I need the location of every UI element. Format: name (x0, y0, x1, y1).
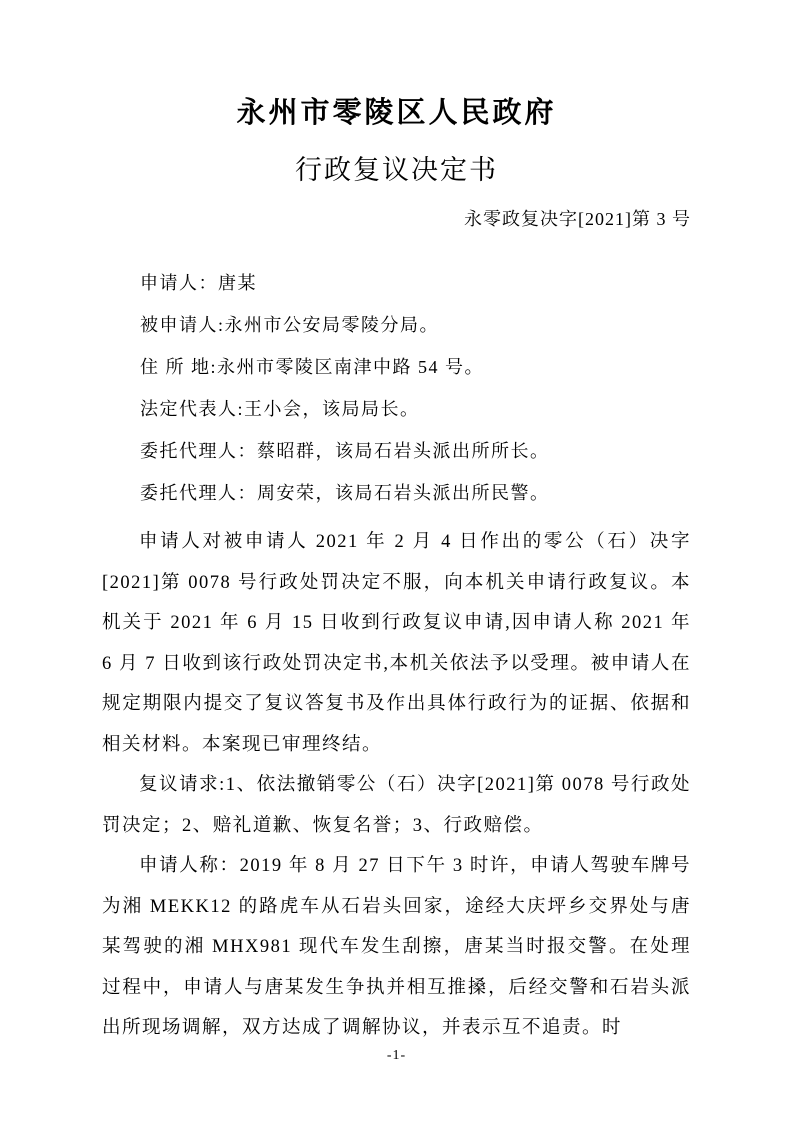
document-number: 永零政复决字[2021]第 3 号 (464, 209, 691, 229)
party-legal-representative: 法定代表人:王小会，该局局长。 (140, 399, 420, 419)
document-body (102, 522, 691, 1049)
party-address: 住 所 地:永州市零陵区南津中路 54 号。 (140, 357, 484, 377)
page-number: -1- (386, 1048, 407, 1063)
party-agent-2: 委托代理人：周安荣，该局石岩头派出所民警。 (140, 483, 550, 503)
body-paragraph-applicant-statement: 申请人称：2019 年 8 月 27 日下午 3 时许，申请人驾驶车牌号为湘 MEKK12 的路虎车从石岩头回家，途经大庆坪乡交界处与唐某驾驶的湘 MHX981 现代车发生刮擦，唐某当时报交警。在处理过程中，申请人与唐某发生争执并相互推搡，后经交警和石岩头派出所现场调解，双方达成了调解协议，并表示互不追责。时 (102, 856, 691, 1038)
party-respondent: 被申请人:永州市公安局零陵分局。 (140, 315, 439, 335)
party-agent-1: 委托代理人：蔡昭群，该局石岩头派出所所长。 (140, 441, 550, 461)
document-title: 永州市零陵区人民政府 (236, 97, 557, 129)
party-list (102, 262, 691, 514)
document-subtitle: 行政复议决定书 (295, 155, 498, 185)
body-paragraph-requests: 复议请求:1、依法撤销零公（石）决字[2021]第 0078 号行政处罚决定；2、赔礼道歉、恢复名誉；3、行政赔偿。 (102, 775, 691, 836)
body-paragraph-intro: 申请人对被申请人 2021 年 2 月 4 日作出的零公（石）决字[2021]第 0078 号行政处罚决定不服，向本机关申请行政复议。本机关于 2021 年 6 月 15 日收到行政复议申请,因申请人称 2021 年 6 月 7 日收到该行政处罚决定书,本机关依法予以受理。被申请人在规定期限内提交了复议答复书及作出具体行政行为的证据、依据和相关材料。本案现已审理终结。 (102, 532, 691, 755)
party-applicant: 申请人：唐某 (140, 273, 257, 293)
